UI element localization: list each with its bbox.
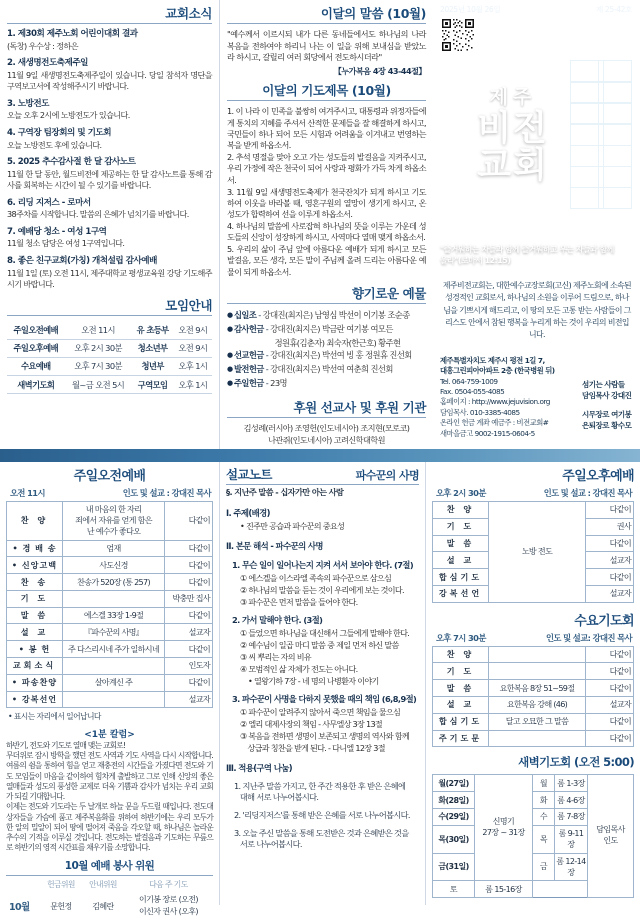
worship-order-item: 교회소식 bbox=[7, 658, 63, 675]
meeting-guide-row bbox=[7, 357, 212, 375]
sermon-sub-item: ① 에스겔을 이스라엘 족속의 파수꾼으로 삼으심 bbox=[240, 572, 392, 583]
monthly-word-heading: 이달의 말씀 (10월) bbox=[227, 4, 426, 24]
worship-order-detail: 사도신경 bbox=[63, 557, 165, 574]
wednesday-time: 오후 7시 30분 bbox=[436, 632, 486, 643]
ladder-char-left: 함 bbox=[578, 64, 591, 79]
bullet-icon: ● bbox=[227, 325, 233, 334]
dawn-reading-weekday: 수 bbox=[533, 808, 555, 825]
worship-order-performer: 다같이 bbox=[586, 663, 634, 680]
monthly-prayer-item: 3. 11월 9일 새생명전도축제가 천국잔치가 되게 하시고 기도하여 이웃을 바라볼 때, 영혼구원의 열망이 생기게 하시고, 온 성도가 합력하여 선을 이루게 하옵소서. bbox=[227, 186, 426, 220]
worship-order-performer: 다같이 bbox=[165, 674, 213, 691]
dawn-reading-weekday: 금 bbox=[533, 853, 555, 881]
worship-order-performer: 다같이 bbox=[165, 557, 213, 574]
church-news-item bbox=[7, 99, 212, 122]
offering-separator: - bbox=[263, 324, 271, 335]
offering-row bbox=[227, 363, 426, 375]
meeting-name2: 유 초등부 bbox=[132, 321, 174, 339]
church-news-item bbox=[7, 58, 212, 92]
sermon-section-2: Ⅱ. 본문 해석 - 파수꾼의 사명 bbox=[226, 541, 323, 552]
worship-order-detail bbox=[489, 646, 586, 663]
dawn-reading-weekday: 토 bbox=[433, 881, 475, 898]
missionaries-heading: 후원 선교사 및 후원 기관 bbox=[227, 398, 426, 418]
church-news-item bbox=[7, 198, 212, 221]
church-news-item-body: 11월 청소 담당은 여성 1구역입니다. bbox=[7, 238, 125, 249]
service-members-offering: 문헌정 bbox=[50, 901, 72, 911]
worship-order-detail: 내 마음의 한 자리 죄에서 자유를 얻게 함은 난 예수가 좋다오 bbox=[63, 502, 165, 541]
vision-statement: 제주비전교회는, 대한예수교장로회(고신) 제주노회에 소속된 성경적인 교회로서, 하나님의 소원을 이루어 드림으로, 하나님을 기쁘시게 해드리고, 이 땅의 모든 고통 받는 사람들이 그리스도 안에서 참된 행복을 누리게 하는 것이 우리의 비전입니다. bbox=[442, 281, 632, 339]
church-news-item bbox=[7, 157, 212, 191]
offering-names: 강대진(최지은) 박금란 여기봉 여모든 bbox=[270, 324, 393, 335]
ladder-graphic bbox=[570, 60, 632, 208]
church-news-item-title: 8. 좋은 친구교회(가칭) 개척설립 감사예배 bbox=[7, 256, 157, 267]
dawn-prayer-table bbox=[432, 774, 634, 898]
worship-order-row bbox=[7, 674, 213, 691]
monthly-prayer-item: 1. 이 나라 이 민족을 불쌍히 여겨주시고, 대통령과 위정자들에게 통치의 지혜를 주셔서 산적한 문제들을 잘 해결하게 하시고, 국민들이 하나 되어 모든 시험과 어려움을 이겨내고 번영하는 복을 받게 하옵소서. bbox=[227, 106, 426, 151]
church-news-item-body: 38주차를 시작합니다. 말씀의 은혜가 넘치기를 바랍니다. bbox=[7, 209, 189, 220]
worship-order-row bbox=[7, 502, 213, 541]
ladder-char-right: 께 bbox=[611, 127, 624, 143]
worship-order-performer: 다같이 bbox=[586, 502, 634, 519]
worship-order-row bbox=[433, 646, 634, 663]
worship-order-row bbox=[7, 624, 213, 641]
worship-order-item: • 경 배 송 bbox=[7, 540, 63, 557]
sunday-afternoon-merged-note: 노방 전도 bbox=[489, 502, 586, 603]
sermon-point-2-sub: • 열왕기하 7장 - 네 명의 나병환자 이야기 bbox=[248, 675, 379, 686]
bullet-icon: ● bbox=[227, 365, 233, 374]
worship-order-row bbox=[433, 680, 634, 697]
offerings-list bbox=[227, 309, 426, 390]
monthly-prayer-list bbox=[227, 106, 426, 278]
offerings-heading: 향기로운 예물 bbox=[227, 284, 426, 304]
church-news-item-body: 11월 9일 새생명전도축제주일이 있습니다. 당일 참석자 명단을 구역보고서에 작성해주시기 바랍니다. bbox=[7, 69, 212, 91]
section-divider-band bbox=[0, 449, 640, 462]
sermon-point-1: 1. 무슨 일이 일어나는지 지켜 서서 보아야 한다. (7절) bbox=[232, 560, 414, 571]
sunday-morning-time: 오전 11시 bbox=[10, 488, 45, 498]
service-members-column-header: 헌금위원 bbox=[47, 880, 75, 890]
worship-order-performer: 다같이 bbox=[165, 502, 213, 541]
staff-elder: 시무장로 여기봉 bbox=[582, 410, 632, 420]
dawn-prayer-row bbox=[433, 775, 634, 792]
meeting-name2: 청소년부 bbox=[132, 339, 174, 357]
offering-account-line-2: 새마을금고 9002-1915-0604-5 bbox=[440, 428, 535, 438]
worship-order-item: 기 도 bbox=[7, 590, 63, 607]
service-members-month: 10월 bbox=[9, 902, 30, 914]
qr-code-icon[interactable] bbox=[439, 16, 476, 53]
worship-order-row bbox=[7, 691, 213, 708]
church-logo-line-1: 제주 bbox=[489, 86, 537, 108]
worship-order-item: 기 도 bbox=[433, 663, 489, 680]
worship-order-item: 말 씀 bbox=[433, 680, 489, 697]
worship-order-item: 찬 양 bbox=[7, 502, 63, 541]
next-prayer-morning: 이기봉 장로 (오전) bbox=[139, 895, 198, 905]
meeting-guide-heading: 모임안내 bbox=[7, 296, 212, 316]
monthly-prayer-heading: 이달의 기도제목 (10월) bbox=[227, 81, 426, 101]
sermon-application-item: 2. '리딩지저스'를 통해 받은 은혜를 서로 나누어봅시다. bbox=[234, 810, 410, 821]
worship-order-row bbox=[433, 502, 634, 519]
worship-order-item: • 파송찬양 bbox=[7, 674, 63, 691]
column-title: <1분 칼럼> bbox=[84, 729, 135, 740]
offering-names-continued: 정원휴(김춘자) 최숙자(한근호) 황주현 bbox=[274, 338, 401, 348]
worship-order-item: 찬 양 bbox=[433, 646, 489, 663]
ladder-char-right: 는 bbox=[611, 190, 624, 206]
meeting-time2: 오후 1시 bbox=[174, 376, 212, 394]
meeting-guide-row bbox=[7, 339, 212, 357]
church-address-line-2: 대흥그린피아아파트 2층 (한국병원 뒤) bbox=[440, 366, 555, 376]
worship-order-detail bbox=[489, 663, 586, 680]
worship-order-row bbox=[7, 540, 213, 557]
dawn-reading-passage: 롬 7-8장 bbox=[555, 808, 588, 825]
church-logo-line-2: 비전 bbox=[477, 109, 549, 149]
worship-order-row bbox=[433, 730, 634, 747]
church-logo-line-3: 교회 bbox=[477, 145, 549, 186]
bullet-icon: ● bbox=[227, 351, 233, 360]
column-paragraph: 무더위로 잠시 방학을 했던 전도 사역과 기도 사역을 다시 시작합니다. 여름의 쉼을 통하여 힘을 얻고 재충전의 시간들을 가졌다면 전도와 기도 모임들이 마음을 같이하여 힘차게 출발하고 그로 인해 신앙의 좋은 열매들과 성도의 풍성한 교제로 더욱 기쁨과 감사가 넘치는 우리 교회가 되길 기대합니다. bbox=[6, 751, 213, 802]
offering-separator: - bbox=[263, 364, 271, 375]
worship-order-performer: 설교자 bbox=[165, 691, 213, 708]
worship-order-performer: 다같이 bbox=[586, 730, 634, 747]
sermon-note-column bbox=[219, 462, 425, 905]
dawn-prayer-leader: 담임목사 인도 bbox=[588, 775, 634, 898]
sermon-sub-item: ② 예수님이 일곱 마디 말씀 중 제일 먼저 하신 말씀 bbox=[240, 639, 399, 650]
sunday-afternoon-time: 오후 2시 30분 bbox=[436, 488, 486, 498]
church-news-item-title: 3. 노방전도 bbox=[7, 98, 49, 109]
worship-order-item: 합심기도 bbox=[433, 569, 489, 586]
meeting-time1: 오후 7시 30분 bbox=[65, 357, 132, 375]
dawn-reading-weekday: 목 bbox=[533, 825, 555, 853]
missionaries-line-1: 김성례(러시아) 조영헌(인도네시아) 조지현(모로코) bbox=[243, 422, 410, 433]
next-prayer-afternoon: 이신자 권사 (오후) bbox=[139, 907, 198, 917]
church-news-item-body: 11월 한 달 동안, 월드비전에 제공하는 한 달 감사노트를 통해 감사를 회복하는 시간이 될 수 있기를 바랍니다. bbox=[7, 168, 212, 190]
church-news-heading: 교회소식 bbox=[7, 4, 212, 24]
worship-order-detail bbox=[63, 658, 165, 675]
church-news-item-body: (독창) 우수상 : 정하은 bbox=[7, 40, 78, 51]
worship-order-detail: 달고 오묘한 그 말씀 bbox=[489, 713, 586, 730]
service-members-column-header: 안내위원 bbox=[89, 880, 117, 890]
sermon-sub-item: 상급과 칭찬을 받게 된다. - 다니엘 12장 3절 bbox=[240, 742, 385, 753]
worship-order-performer: 박충만 집사 bbox=[165, 590, 213, 607]
church-news-item bbox=[7, 29, 212, 52]
vision-column bbox=[432, 0, 640, 462]
column-body bbox=[6, 741, 213, 854]
church-news-list bbox=[7, 29, 212, 290]
worship-order-row bbox=[433, 697, 634, 714]
monthly-verse-reference: 【누가복음 4장 43-44절】 bbox=[333, 66, 426, 77]
worship-order-detail: 살아계신 주 bbox=[63, 674, 165, 691]
church-news-item-title: 7. 예배당 청소 - 여성 1구역 bbox=[7, 226, 107, 237]
ladder-rung bbox=[570, 208, 632, 209]
sunday-morning-column bbox=[0, 462, 219, 917]
church-news-item-body: 오늘 오후 2시에 노방전도가 있습니다. bbox=[7, 110, 130, 121]
offering-label: 감사헌금 bbox=[234, 324, 264, 335]
meeting-name1: 수요예배 bbox=[7, 357, 65, 375]
bulletin-issue-number: 제 25-42호 bbox=[596, 5, 632, 14]
worship-order-row bbox=[7, 574, 213, 591]
dawn-reading-passage: 롬 1-3장 bbox=[555, 775, 588, 792]
service-members-next-prayer bbox=[124, 892, 213, 919]
dawn-prayer-day: 목(30일) bbox=[433, 825, 475, 853]
ladder-char-left: 웃 bbox=[578, 127, 591, 143]
sermon-sub-item: ③ 파수꾼은 먼저 말씀을 들어야 한다. bbox=[240, 596, 358, 607]
staff-heading: 섬기는 사람들 bbox=[582, 380, 625, 389]
ladder-char-right: 우 bbox=[611, 169, 624, 185]
dawn-prayer-day: 화(28일) bbox=[433, 792, 475, 809]
offering-names: 강대진(최지은) 남영심 박선이 이기봉 조순종 bbox=[262, 310, 410, 321]
ladder-char-right: 함 bbox=[611, 106, 624, 122]
column-paragraph: 이제는 전도와 기도라는 두 날개로 하늘 문을 두드릴 때입니다. 전도대상자들을 가슴에 품고 제주복음화를 위하여 하반기에는 우리 모두가 한 알의 밀알이 되어 땅에 떨어져 죽음을 각오할 때, 하나님은 놀라운 추수의 기적을 이루실 것입니다. 전도하는 발걸음과 기도하는 무릎으로 하반기의 영적 시간표를 채우기를 소망합니다. bbox=[6, 802, 213, 853]
offering-names: 23명 bbox=[270, 378, 287, 389]
sunday-morning-order-table bbox=[6, 501, 213, 708]
church-contact-info bbox=[440, 356, 575, 439]
dawn-prayer-heading: 새벽기도회 (오전 5:00) bbox=[518, 755, 634, 770]
worship-order-item: 설 교 bbox=[7, 624, 63, 641]
worship-order-item: 기 도 bbox=[433, 518, 489, 535]
church-news-item-title: 1. 제30회 제주노회 어린이대회 결과 bbox=[7, 29, 138, 39]
missionaries-line-2: 나관쥐(인도네시아) 고려신학대학원 bbox=[268, 434, 385, 445]
offering-row bbox=[227, 323, 426, 335]
sermon-sub-item: • 진주만 공습과 파수꾼의 중요성 bbox=[240, 520, 345, 531]
monthly-prayer-item: 5. 우리의 삶이 주님 앞에 아름다운 예배가 되게 하시고 모든 발걸음, 모든 생각, 모든 말이 주님께 올려 드리는 아름다운 예물이 되게 하옵소서. bbox=[227, 244, 426, 277]
worship-order-detail bbox=[63, 590, 165, 607]
church-news-item bbox=[7, 128, 212, 151]
worship-order-row bbox=[7, 607, 213, 624]
worship-order-detail: 주 다스리시네 주가 일하시네 bbox=[63, 641, 165, 658]
meeting-name2: 구역모임 bbox=[132, 376, 174, 394]
offering-row bbox=[227, 349, 426, 361]
offering-label: 십일조 bbox=[234, 310, 257, 321]
monthly-verse-text: "예수께서 이르시되 내가 다른 동네들에서도 하나님의 나라 복음을 전하여야 하리니 나는 이 일을 위해 보내심을 받았노라 하시고, 갈릴리 여러 회당에서 전도하시더라" bbox=[227, 29, 426, 63]
church-news-item-title: 5. 2025 추수감사절 한 달 감사노트 bbox=[7, 157, 136, 168]
worship-order-performer: 설교자 bbox=[586, 552, 634, 569]
worship-order-detail: 『파수꾼의 사명』 bbox=[63, 624, 165, 641]
wednesday-order-table bbox=[432, 646, 634, 748]
sermon-sub-item: ① 들었으면 하나님을 대신해서 그들에게 말해야 한다. bbox=[240, 627, 410, 638]
sermon-application-item: 1. 지난주 말씀 가지고, 한 주간 적용한 후 받은 은혜에 대해 서로 나누어봅시다. bbox=[234, 781, 406, 803]
sermon-point-3: 3. 파수꾼이 사명을 다하지 못했을 때의 책임 (6,8,9절) bbox=[232, 694, 417, 705]
meeting-time2: 오전 9시 bbox=[174, 321, 212, 339]
dawn-reading-passage: 롬 9-11장 bbox=[555, 825, 588, 853]
offering-names: 강대진(최지은) 박선여 여춘희 진선회 bbox=[270, 364, 393, 375]
wednesday-leader: 인도 및 설교: 강대진 목사 bbox=[545, 632, 632, 643]
meeting-name1: 새벽기도회 bbox=[7, 376, 65, 394]
ladder-char-left: 께 bbox=[578, 85, 591, 101]
service-members-heading: 10월 예배 봉사 위원 bbox=[64, 860, 155, 873]
service-members-blank-header bbox=[6, 877, 40, 892]
sermon-last-week: §. 지난주 말씀 - 십자가만 아는 사람 bbox=[226, 487, 344, 497]
dawn-reading-passage: 롬 15-16장 bbox=[475, 881, 533, 898]
worship-order-item: • 신앙고백 bbox=[7, 557, 63, 574]
worship-order-row bbox=[433, 713, 634, 730]
dawn-reading-passage: 롬 12-14장 bbox=[555, 853, 588, 881]
meeting-name1: 주일오전예배 bbox=[7, 321, 65, 339]
worship-order-item: • 봉 헌 bbox=[7, 641, 63, 658]
worship-order-row bbox=[7, 658, 213, 675]
worship-order-item: 설 교 bbox=[433, 697, 489, 714]
dawn-prayer-day: 수(29일) bbox=[433, 808, 475, 825]
monthly-word-column bbox=[219, 0, 432, 462]
sunday-afternoon-order-table bbox=[432, 501, 634, 603]
dawn-reading-weekday: 월 bbox=[533, 775, 555, 792]
worship-order-detail: 에스겔 33장 1-9절 bbox=[63, 607, 165, 624]
worship-order-performer: 다같이 bbox=[586, 646, 634, 663]
sermon-sub-item: ③ 복음을 전하면 생명이 보존되고 생명의 역사와 함께 bbox=[240, 730, 410, 741]
offering-separator: - bbox=[263, 378, 271, 389]
worship-order-performer: 권사 bbox=[586, 518, 634, 535]
monthly-prayer-item: 2. 추석 명절을 맞아 오고 가는 성도들의 발걸음을 지켜주시고, 우리 가정에 작은 천국이 되어 사랑과 평화가 가득 차게 하옵소서. bbox=[227, 152, 426, 185]
worship-order-performer: 설교자 bbox=[165, 624, 213, 641]
sermon-sub-item: ④ 모범적인 삶 자체가 전도는 아니다. bbox=[240, 663, 358, 674]
church-news-item bbox=[7, 256, 212, 290]
meeting-name2: 청년부 bbox=[132, 357, 174, 375]
church-news-item bbox=[7, 227, 212, 250]
worship-order-performer: 설교자 bbox=[586, 697, 634, 714]
worship-order-detail: 요한복음 강해 (46) bbox=[489, 697, 586, 714]
sermon-application-item: 3. 오늘 주신 말씀을 통해 도전받은 것과 은혜받은 것을 서로 나누어봅시다. bbox=[234, 828, 409, 850]
sermon-note-title: 파수꾼의 사명 bbox=[355, 469, 419, 482]
worship-order-performer: 다같이 bbox=[586, 535, 634, 552]
worship-order-detail bbox=[489, 730, 586, 747]
dawn-prayer-day: 금(31일) bbox=[433, 853, 475, 881]
meeting-time1: 월~금 오전 5시 bbox=[65, 376, 132, 394]
worship-order-item: 합심기도 bbox=[433, 713, 489, 730]
worship-order-item: 찬 양 bbox=[433, 502, 489, 519]
worship-order-item: 강복선언 bbox=[433, 585, 489, 602]
offering-row bbox=[227, 377, 426, 389]
worship-order-item: 설 교 bbox=[433, 552, 489, 569]
dawn-prayer-day: 월(27일) bbox=[433, 775, 475, 792]
dawn-reading-passage: 롬 4-6장 bbox=[555, 792, 588, 809]
monthly-prayer-item: 4. 하나님의 말씀에 사로잡혀 하나님의 뜻을 이루는 가운데 성도들의 신앙이 성장하게 하시고, 사역마다 열매 맺게 하옵소서. bbox=[227, 220, 426, 243]
pastor-phone: 담임목사. 010-3385-4085 bbox=[440, 407, 520, 417]
church-tel: Tel. 064-759-1009 bbox=[440, 376, 498, 386]
meeting-guide-row bbox=[7, 321, 212, 339]
worship-order-detail bbox=[63, 691, 165, 708]
sunday-afternoon-heading: 주일오후예배 bbox=[562, 469, 634, 484]
worship-order-performer: 설교자 bbox=[586, 585, 634, 602]
church-news-item-title: 2. 새생명전도축제주일 bbox=[7, 58, 88, 69]
worship-order-performer: 인도자 bbox=[165, 658, 213, 675]
wednesday-heading: 수요기도회 bbox=[574, 613, 634, 629]
worship-order-item: 주기도문 bbox=[433, 730, 489, 747]
worship-order-row bbox=[7, 557, 213, 574]
church-news-item-body: 11월 1일 (토) 오전 11시, 제주대학교 평생교육원 강당 기도해주시기 바랍니다. bbox=[7, 267, 212, 289]
service-members-guide: 김혜란 bbox=[92, 901, 114, 911]
staff-retired-elder: 은퇴장로 황수모 bbox=[582, 420, 632, 430]
offering-label: 선교헌금 bbox=[234, 350, 264, 361]
sunday-morning-leader: 인도 및 설교 : 강대진 목사 bbox=[122, 488, 211, 498]
column-lead: 하반기, 전도와 기도로 열매 맺는 교회로! bbox=[6, 740, 126, 750]
bottom-half bbox=[0, 462, 640, 917]
worship-order-performer: 다같이 bbox=[586, 569, 634, 586]
sunday-morning-heading: 주일오전예배 bbox=[73, 469, 146, 484]
sermon-note-heading: 설교노트 bbox=[226, 467, 272, 482]
bullet-icon: ● bbox=[227, 379, 233, 388]
sermon-sub-item: ② 하나님의 말씀을 듣는 것이 우리에게 보는 것이다. bbox=[240, 584, 404, 595]
worship-order-row bbox=[433, 663, 634, 680]
church-logo bbox=[454, 88, 572, 185]
worship-order-item: 찬 송 bbox=[7, 574, 63, 591]
church-homepage[interactable]: 홈페이지 : http://www.jejuvision.org bbox=[440, 397, 550, 407]
meeting-time1: 오전 11시 bbox=[65, 321, 132, 339]
meeting-name1: 주일오후예배 bbox=[7, 339, 65, 357]
service-members-column-header: 다음 주 기도 bbox=[149, 880, 188, 890]
sermon-section-1: Ⅰ. 주제(배경) bbox=[226, 508, 270, 518]
worship-order-item: • 강복선언 bbox=[7, 691, 63, 708]
staff-senior-pastor: 담임목사 강대진 bbox=[582, 390, 632, 400]
church-news-item-title: 6. 리딩 지저스 - 로마서 bbox=[7, 197, 91, 208]
offering-account-line-1: 온라인 헌금 계좌 예금주 : 비전교회# bbox=[440, 418, 549, 428]
meeting-time2: 오후 1시 bbox=[174, 357, 212, 375]
dawn-prayer-book: 신명기 27장 ~ 31장 bbox=[475, 775, 533, 881]
dawn-reading-weekday: 화 bbox=[533, 792, 555, 809]
offering-label: 주일헌금 bbox=[234, 378, 264, 389]
church-news-column bbox=[0, 0, 219, 462]
worship-order-performer: 다같이 bbox=[165, 607, 213, 624]
sunday-afternoon-leader: 인도 및 설교 : 강대진 목사 bbox=[543, 488, 632, 498]
worship-order-detail: 요한복음 8장 51~59절 bbox=[489, 680, 586, 697]
offering-row bbox=[227, 309, 426, 321]
church-news-item-title: 4. 구역장 팀장회의 및 기도회 bbox=[7, 127, 112, 138]
church-news-item-body: 오늘 노방전도 후에 있습니다. bbox=[7, 139, 102, 150]
worship-order-performer: 다같이 bbox=[165, 641, 213, 658]
sunday-morning-note: • 표시는 자리에서 일어납니다 bbox=[8, 711, 101, 721]
worship-order-detail: 엄재 bbox=[63, 540, 165, 557]
worship-order-item: 말 씀 bbox=[433, 535, 489, 552]
worship-order-detail: 찬송가 520장 (통 257) bbox=[63, 574, 165, 591]
offering-separator: - bbox=[256, 310, 263, 321]
worship-order-item: 말 씀 bbox=[7, 607, 63, 624]
church-fax: Fax. 0504-055-4085 bbox=[440, 387, 505, 397]
worship-order-row bbox=[7, 590, 213, 607]
ladder-char-left: 고 bbox=[578, 148, 591, 164]
meeting-guide-table bbox=[7, 321, 212, 394]
sermon-sub-item: ① 파수꾼이 알려주지 않아서 죽으면 책임을 물으심 bbox=[240, 706, 401, 717]
church-staff-list bbox=[582, 380, 640, 432]
bullet-icon: ● bbox=[227, 311, 233, 320]
worship-order-performer: 다같이 bbox=[165, 540, 213, 557]
meeting-guide-row bbox=[7, 376, 212, 394]
worship-order-row bbox=[7, 641, 213, 658]
sermon-sub-item: ② 엘리 대제사장의 책임 - 사무엘상 3장 13절 bbox=[240, 718, 383, 729]
sermon-point-2: 2. 가서 말해야 한다. (3절) bbox=[232, 615, 323, 626]
meeting-time2: 오전 9시 bbox=[174, 339, 212, 357]
church-address-line-1: 제주특별자치도 제주시 평전 1길 7, bbox=[440, 356, 545, 365]
offering-separator: - bbox=[263, 350, 271, 361]
worship-order-performer: 다같이 bbox=[586, 680, 634, 697]
bulletin-date: 2025년 10월 26일 bbox=[440, 5, 501, 14]
meeting-time1: 오후 2시 30분 bbox=[65, 339, 132, 357]
worship-order-performer: 다같이 bbox=[165, 574, 213, 591]
offering-label: 발전헌금 bbox=[234, 364, 264, 375]
vision-quote: "즐거워하는 자들과 함께 즐거워하고 우는 자들과 함께 울라"(로마서 12:15) bbox=[440, 245, 614, 266]
service-members-table bbox=[6, 877, 213, 919]
sermon-sub-item: ③ 씨 뿌리는 자의 비유 bbox=[240, 651, 311, 662]
offering-names: 강대진(최지은) 박선여 빙 홍 정원휴 진선회 bbox=[270, 350, 412, 361]
worship-order-performer: 다같이 bbox=[586, 713, 634, 730]
sermon-section-3: Ⅲ. 적용(구역 나눔) bbox=[226, 763, 292, 774]
other-services-column bbox=[425, 462, 640, 905]
